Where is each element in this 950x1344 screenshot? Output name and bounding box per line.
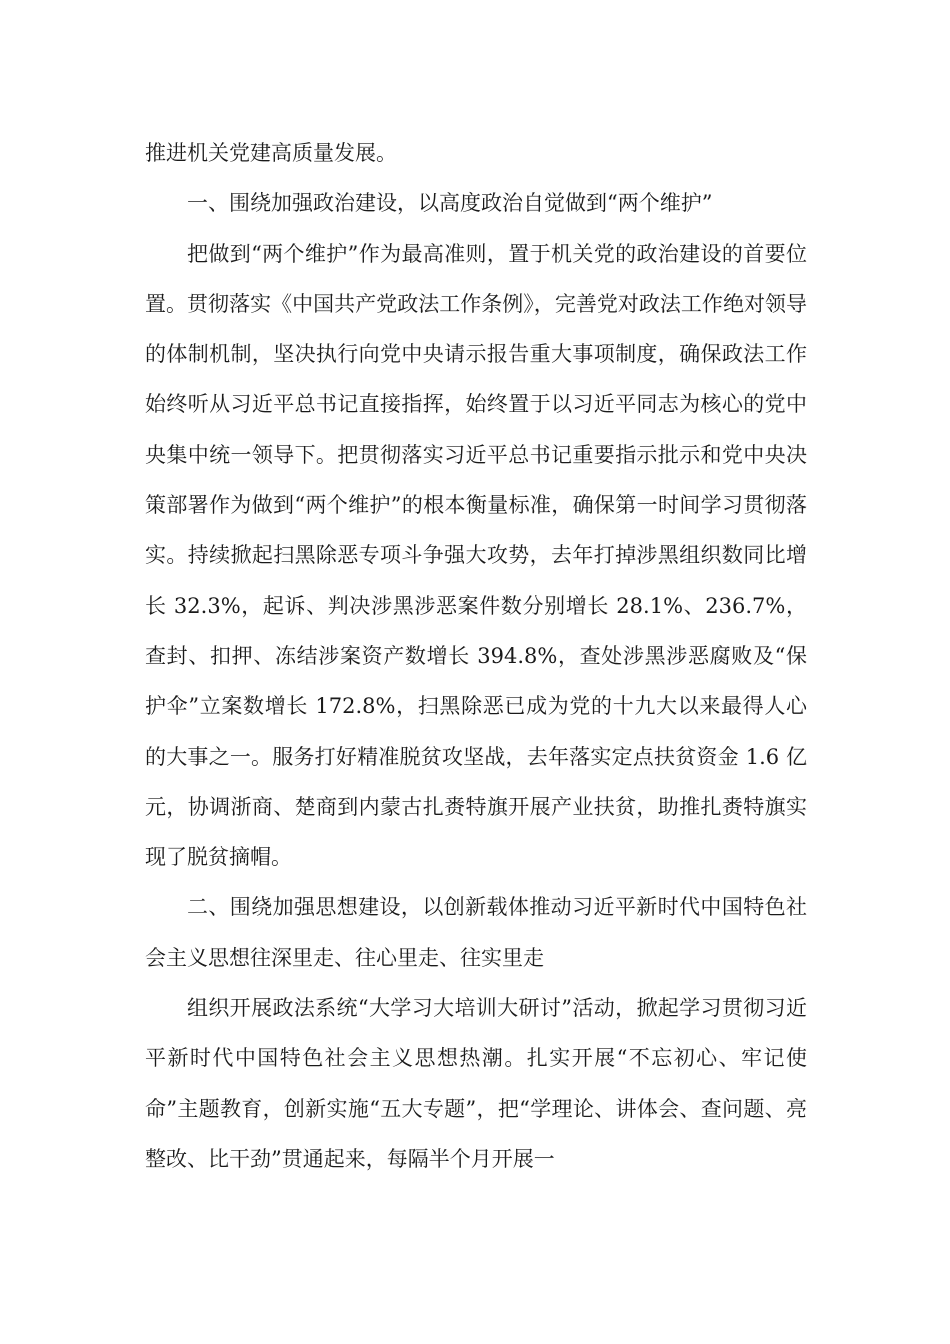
document-body xyxy=(145,128,807,1184)
paragraph-political-building: 把做到“两个维护”作为最高准则，置于机关党的政治建设的首要位置。贯彻落实《中国共产党政法工作条例》，完善党对政法工作绝对领导的体制机制，坚决执行向党中央请示报告重大事项制度，确保政法工作始终听从习近平总书记直接指挥，始终置于以习近平同志为核心的党中央集中统一领导下。把贯彻落实习近平总书记重要指示批示和党中央决策部署作为做到“两个维护”的根本衡量标准，确保第一时间学习贯彻落实。持续掀起扫黑除恶专项斗争强大攻势，去年打掉涉黑组织数同比增长 32.3%，起诉、判决涉黑涉恶案件数分别增长 28.1%、236.7%，查封、扣押、冻结涉案资产数增长 394.8%，查处涉黑涉恶腐败及“保护伞”立案数增长 172.8%，扫黑除恶已成为党的十九大以来最得人心的大事之一。服务打好精准脱贫攻坚战，去年落实定点扶贫资金 1.6 亿元，协调浙商、楚商到内蒙古扎赉特旗开展产业扶贫，助推扎赉特旗实现了脱贫摘帽。 xyxy=(145,241,807,870)
paragraph-ideological-building: 组织开展政法系统“大学习大培训大研讨”活动，掀起学习贯彻习近平新时代中国特色社会主义思想热潮。扎实开展“不忘初心、牢记使命”主题教育，创新实施“五大专题”，把“学理论、讲体会、查问题、亮整改、比干劲”贯通起来，每隔半个月开展一 xyxy=(145,996,807,1171)
section-heading-2: 二、围绕加强思想建设，以创新载体推动习近平新时代中国特色社会主义思想往深里走、往心里走、往实里走 xyxy=(145,895,807,970)
paragraph-continuation: 推进机关党建高质量发展。 xyxy=(145,141,397,165)
section-heading-1: 一、围绕加强政治建设，以高度政治自觉做到“两个维护” xyxy=(187,191,713,216)
